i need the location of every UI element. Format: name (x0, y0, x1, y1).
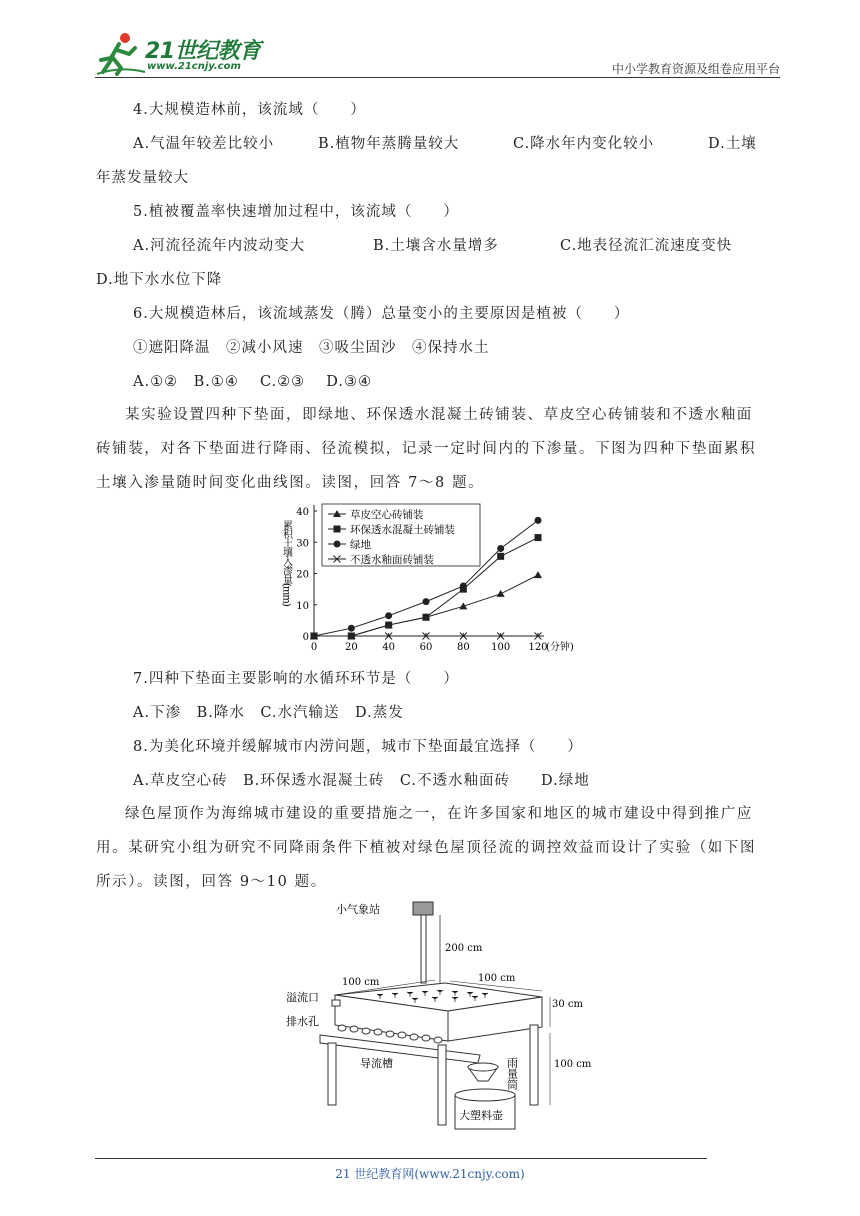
site-logo (95, 30, 265, 76)
q4-option-d: D.土壤 (708, 136, 757, 152)
x-tick-label: 100 (491, 642, 511, 653)
q7-stem: 7.四种下垫面主要影响的水循环环节是（ ） (133, 671, 459, 687)
height-200-label: 200 cm (445, 943, 483, 954)
data-point (497, 553, 504, 560)
q5-option-c: C.地表径流汇流速度变快 (560, 238, 733, 254)
runner-logo-icon (95, 30, 147, 76)
y-axis-label: 累积土壤入渗量(mm) (280, 520, 292, 606)
y-tick-label: 20 (296, 569, 309, 581)
y-tick-label: 40 (296, 507, 309, 518)
page-footer: 21 世纪教育网(www.21cnjy.com) (335, 1167, 525, 1181)
weather-station-box (413, 902, 433, 915)
q6-options: A.①② B.①④ C.②③ D.③④ (133, 374, 372, 390)
legend-marker (334, 526, 341, 533)
q8-options: A.草皮空心砖 B.环保透水混凝土砖 C.不透水釉面砖 D.绿地 (133, 773, 590, 789)
depth-30-label: 30 cm (552, 999, 583, 1010)
trough-label: 导流槽 (360, 1057, 393, 1070)
overflow-outlet (332, 1000, 340, 1006)
data-point (348, 625, 355, 632)
series-line-0 (314, 575, 538, 636)
station-label: 小气象站 (336, 903, 380, 916)
passage-2: 绿色屋顶作为海绵城市建设的重要措施之一，在许多国家和地区的城市建设中得到推广应用。某研究小组为研究不同降雨条件下植被对绿色屋顶径流的调控效益而设计了实验（如下图所示）。读图，回答 9～10 题。 (96, 806, 757, 890)
header-divider (95, 77, 780, 78)
x-tick-label: 20 (344, 642, 358, 653)
y-tick-label: 0 (302, 632, 309, 643)
q5-option-a: A.河流径流年内波动变大 (133, 238, 306, 254)
platform-name: 中小学教育资源及组卷应用平台 (611, 62, 780, 76)
data-point (535, 517, 542, 524)
data-point (460, 583, 467, 590)
x-tick-label: 60 (419, 642, 433, 653)
data-point (535, 534, 542, 541)
legend-entry: 不透水釉面砖铺装 (350, 554, 434, 566)
q5-option-d: D.地下水水位下降 (96, 272, 223, 288)
q6-stem: 6.大规模造林后，该流域蒸发（腾）总量变小的主要原因是植被（ ） (133, 306, 630, 322)
legend-marker (334, 541, 341, 548)
q7-options: A.下渗 B.降水 C.水汽输送 D.蒸发 (133, 705, 404, 721)
bucket-label: 大塑料壶 (459, 1109, 503, 1122)
height-100-label: 100 cm (554, 1059, 592, 1070)
logo-text: 21世纪教育 (145, 39, 261, 64)
x-axis-label: (分钟) (546, 642, 574, 653)
width-100-a-label: 100 cm (342, 977, 380, 988)
station-pole (421, 915, 426, 983)
infiltration-chart (270, 500, 600, 662)
q4-option-d-cont: 年蒸发量较大 (96, 170, 189, 186)
passage-1: 某实验设置四种下垫面，即绿地、环保透水混凝土砖铺装、草皮空心砖铺装和不透水釉面砖铺装，对各下垫面进行降雨、径流模拟，记录一定时间内的下渗量。下图为四种下垫面累积土壤入渗量随时间变化曲线图。读图，回答 7～8 题。 (96, 407, 757, 491)
width-100-b-label: 100 cm (478, 973, 516, 984)
q4-option-b: B.植物年蒸腾量较大 (318, 136, 460, 152)
data-point (534, 571, 542, 578)
footer-divider (95, 1158, 707, 1159)
q8-stem: 8.为美化环境并缓解城市内涝问题，城市下垫面最宜选择（ ） (133, 739, 583, 755)
q4-stem: 4.大规模造林前，该流域（ ） (133, 102, 366, 118)
page-header (95, 30, 780, 78)
x-tick-label: 40 (382, 642, 396, 653)
x-tick-label: 80 (456, 642, 470, 653)
green-roof-diagram (280, 895, 600, 1140)
logo-url: www.21cnjy.com (147, 61, 241, 72)
data-point (423, 598, 430, 605)
legend-entry: 环保透水混凝土砖铺装 (350, 524, 455, 536)
q4-option-a: A.气温年较差比较小 (133, 136, 275, 152)
legend-entry: 草皮空心砖铺装 (350, 509, 424, 521)
data-point (497, 545, 504, 552)
q6-items: ①遮阳降温 ②减小风速 ③吸尘固沙 ④保持水土 (133, 340, 490, 356)
rain-gauge-label: 雨量筒 (505, 1057, 519, 1090)
y-tick-label: 10 (296, 600, 309, 612)
x-tick-label: 120 (528, 642, 548, 653)
legend-entry: 绿地 (350, 539, 371, 551)
data-point (385, 612, 392, 619)
q5-option-b: B.土壤含水量增多 (373, 238, 499, 254)
drain-hole-label: 排水孔 (286, 1015, 319, 1028)
data-point (497, 590, 505, 597)
data-point (385, 622, 392, 629)
overflow-label: 溢流口 (286, 991, 319, 1004)
q4-option-c: C.降水年内变化较小 (513, 136, 655, 152)
x-tick-label: 0 (310, 642, 318, 653)
data-point (423, 614, 430, 621)
y-tick-label: 30 (296, 538, 309, 550)
q5-stem: 5.植被覆盖率快速增加过程中，该流域（ ） (133, 204, 459, 220)
